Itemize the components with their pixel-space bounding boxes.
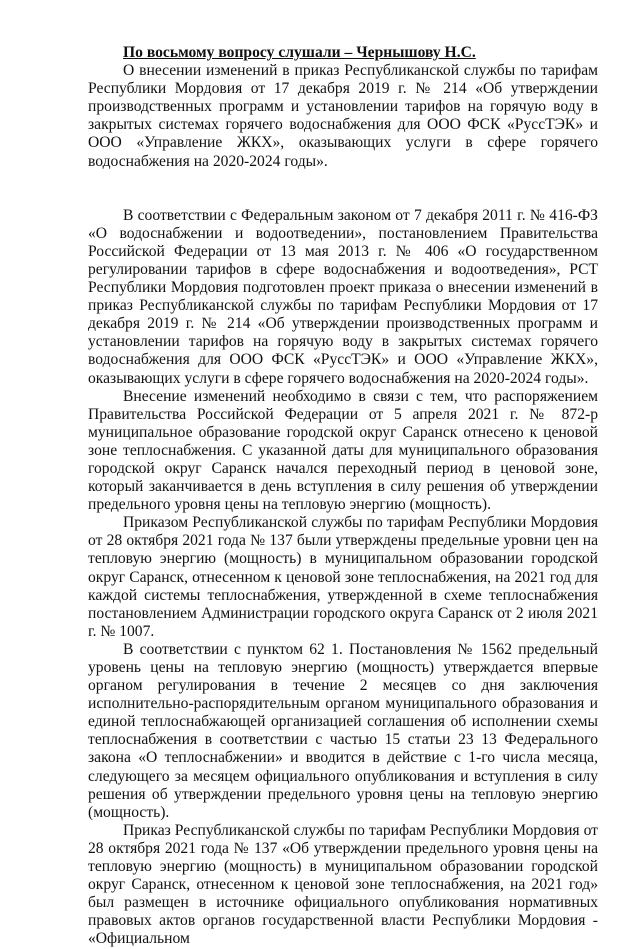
paragraph-clause-62: В соответствии с пунктом 62 1. Постановления № 1562 предельный уровень цены на тепловую энергию (мощность) утверждается впервые органом регулирования в течение 2 месяцев со дня заключения исполнительно-распорядительным органом муниципального образования и единой теплоснабжающей организацией соглашения об исполнении схемы теплоснабжения в соответствии с частью 15 статьи 23 13 Федерального закона «О теплоснабжении» и вводится в действие с 1-го числа месяца, следующего за месяцем официального опубликования и вступления в силу решения об утверждении предельного уровня цены на тепловую энергию (мощность). [88,640,598,821]
paragraph-reason: Внесение изменений необходимо в связи с тем, что распоряжением Правительства Российской Федерации от 5 апреля 2021 г. № 872-р муниципальное образование городской округ Саранск отнесено к ценовой зоне теплоснабжения. С указанной даты для муниципального образования городской округ Саранск начался переходный период в ценовой зоне, который заканчивается в день вступления в силу решения об утверждении предельного уровня цены на тепловую энергию (мощность). [88,387,598,514]
paragraph-publication: Приказ Республиканской службы по тарифам Республики Мордовия от 28 октября 2021 года № 137 «Об утверждении предельного уровня цены на тепловую энергию (мощность) в муниципальном образовании городской округ Саранск, отнесенном к ценовой зоне теплоснабжения, на 2021 год» был размещен в источнике официального опубликования нормативных правовых актов органов государственной власти Республики Мордовия - «Официальном [88,821,598,948]
paragraph-order-137: Приказом Республиканской службы по тарифам Республики Мордовия от 28 октября 2021 года № 137 были утверждены предельные уровни цен на тепловую энергию (мощность) в муниципальном образовании городской округ Саранск, отнесенном к ценовой зоне теплоснабжения, на 2021 год для каждой системы теплоснабжения, утвержденной в схеме теплоснабжения постановлением Администрации городского округа Саранск от 2 июля 2021 г. № 1007. [88,514,598,640]
section-heading: По восьмому вопросу слушали – Чернышову Н.С. [123,44,476,61]
paragraph-spacer [88,171,598,207]
paragraph-legal-basis: В соответствии с Федеральным законом от 7 декабря 2011 г. № 416-ФЗ «О водоснабжении и водоотведении», постановлением Правительства Российской Федерации от 13 мая 2013 г. № 406 «О государственном регулировании тарифов в сфере водоснабжения и водоотведения», РСТ Республики Мордовия подготовлен проект приказа о внесении изменений в приказ Республиканской службы по тарифам Республики Мордовия от 17 декабря 2019 г. № 214 «Об утверждении производственных программ и установлении тарифов на горячую воду в закрытых системах горячего водоснабжения для ООО ФСК «РуссТЭК» и ООО «Управление ЖКХ», оказывающих услуги в сфере горячего водоснабжения на 2020-2024 годы». [88,206,598,387]
document-body [88,44,598,949]
paragraph-subject: О внесении изменений в приказ Республиканской службы по тарифам Республики Мордовия от 17 декабря 2019 г. № 214 «Об утверждении производственных программ и установлении тарифов на горячую воду в закрытых системах горячего водоснабжения для ООО ФСК «РуссТЭК» и ООО «Управление ЖКХ», оказывающих услуги в сфере горячего водоснабжения на 2020-2024 годы». [88,62,598,170]
